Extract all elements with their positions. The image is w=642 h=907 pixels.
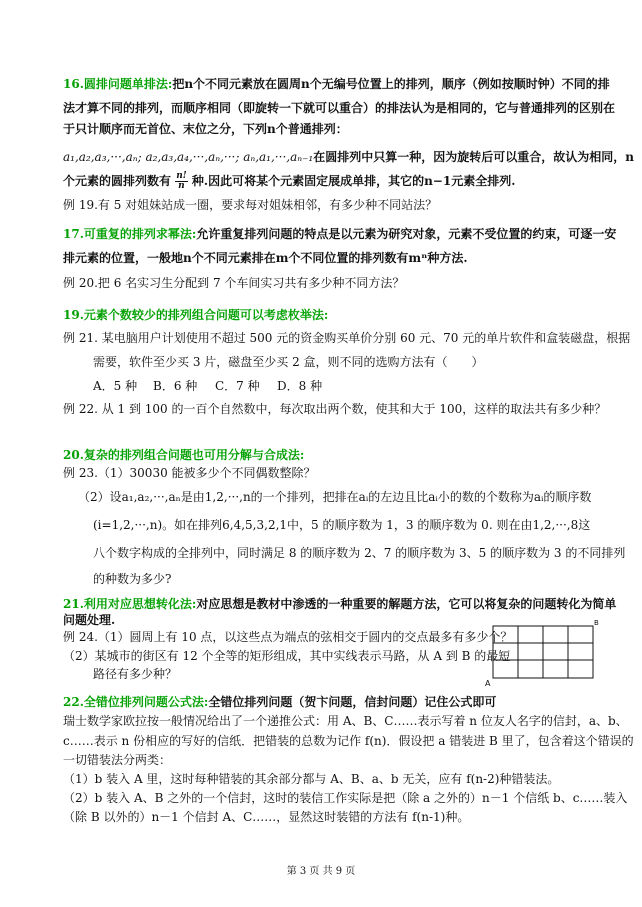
option-d: D．8 种 [277,379,323,393]
s21-heading: 21.利用对应思想转化法: [63,597,197,611]
s20-ex23-line4: 八个数字构成的全排列中，同时满足 8 的顺序数为 2、7 的顺序数为 3、5 的顺序数为 3 的不同排列 [93,546,626,560]
s17-example: 例 20.把 6 名实习生分配到 7 个车间实习共有多少种不同方法？ [63,276,405,290]
s21-line1-text: 对应思想是教材中渗透的一种重要的解题方法，它可以将复杂的问题转化为简单 [196,597,617,611]
page-footer: 第 3 页 共 9 页 [286,866,356,877]
grid-label-a: A [485,679,491,688]
s21-ex24-line3: 路径有多少种？ [93,667,178,681]
street-grid-lines [493,626,593,678]
s16-line4 [63,150,634,164]
option-b: B．6 种 [153,379,198,393]
s16-line5 [63,172,515,191]
s16-line3: 于只计顺序而无首位、末位之分，下列n个普通排列： [63,122,348,136]
s19-options [93,379,322,393]
s16-line2: 法才算不同的排列，而顺序相同（即旋转一下就可以重合）的排法认为是相同的，它与普通排列的区别在 [63,101,616,115]
s22-heading-tail: 全错位排列问题（贺卞问题，信封问题）记住公式即可 [208,695,497,709]
s16-fraction [175,172,188,191]
s20-ex23-line3: (i=1,2,···,n)。如在排列6,4,5,3,2,1中，5 的顺序数为 1，3 的顺序数为 0. 则在由1,2,···,8这 [93,518,591,532]
s22-p3: 一切错装法分两类： [63,753,172,767]
s16-line1 [63,77,610,91]
s19-ex21-line2: 需要，软件至少买 3 片，磁盘至少买 2 盒，则不同的选购方法有（ ） [93,355,484,369]
street-grid-figure [485,618,605,688]
option-c: C．7 种 [215,379,260,393]
s22-p6: （除 B 以外的）n－1 个信封 A、C……，显然这时装错的方法有 f(n-1)种。 [63,810,470,824]
s16-frac-den: n [178,181,185,191]
s20-ex23-line5: 的种数为多少? [93,572,172,586]
s16-line1-text: 把n个不同元素放在圆周n个无编号位置上的排列，顺序（例如按顺时钟）不同的排 [172,77,610,91]
s19-ex21-line1: 例 21. 某电脑用户计划使用不超过 500 元的资金购买单价分别 60 元、70 元的单片软件和盒装磁盘，根据 [63,331,631,345]
s19-heading: 19.元素个数较少的排列组合问题可以考虑枚举法: [63,308,329,322]
s22-p4: （1）b 装入 A 里，这时每种错装的其余部分都与 A、B、a、b 无关，应有 f(n-2)种错装法。 [63,772,560,786]
s22-heading: 22.全错位排列问题公式法: [63,695,209,709]
s22-p1: 瑞士数学家欧拉按一般情况给出了一个递推公式：用 A、B、C……表示写着 n 位友人名字的信封，a、b、 [63,714,628,728]
s16-formula: a₁,a₂,a₃,···,aₙ; a₂,a₃,a₄,···,aₙ,···; aₙ,a₁,···,aₙ₋₁ [63,150,314,164]
s16-heading: 16.圆排问题单排法: [63,77,173,91]
s16-line5a: 个元素的圆排列数有 [63,174,172,188]
s20-ex23-line2: （2）设a₁,a₂,···,aₙ是由1,2,···,n的一个排列，把排在aᵢ的左边且比aᵢ小的数的个数称为aᵢ的顺序数 [78,490,592,504]
s17-line1-text: 允许重复排列问题的特点是以元素为研究对象，元素不受位置的约束，可逐一安 [196,227,617,241]
s22-p2: c……表示 n 份相应的写好的信纸．把错装的总数为记作 f(n)．假设把 a 错装进 B 里了，包含着这个错误的 [63,734,634,748]
s20-heading: 20.复杂的排列组合问题也可用分解与合成法: [63,448,305,462]
s17-heading: 17.可重复的排列求幂法: [63,227,197,241]
grid-label-b: B [594,619,599,627]
s21-ex24-line1: 例 24.（1）圆周上有 10 点，以这些点为端点的弦相交于圆内的交点最多有多少个？ [63,630,513,644]
s17-line1 [63,227,616,241]
s16-frac-num: n! [176,171,187,181]
s22-heading-line [63,695,496,709]
s17-line2: 排元素的位置，一般地n个不同元素排在m个不同位置的排列数有mⁿ种方法. [63,251,468,265]
s21-ex24-line2: （2）某城市的街区有 12 个全等的矩形组成，其中实线表示马路，从 A 到 B 的最短 [63,649,511,663]
s16-formula-tail: 在圆排列中只算一种，因为旋转后可以重合，故认为相同，n [313,150,634,164]
s22-p5: （2）b 装入 A、B 之外的一个信封，这时的装信工作实际是把（除 a 之外的）n－1 个信纸 b、c……装入 [63,791,628,805]
s20-ex23-line1: 例 23.（1）30030 能被多少个不同偶数整除？ [63,466,316,480]
s16-line5b: 种.因此可将某个元素固定展成单排，其它的n−1元素全排列. [191,174,516,188]
option-a: A．5 种 [93,379,138,393]
s16-example: 例 19.有 5 对姐妹站成一圈，要求每对姐妹相邻，有多少种不同站法？ [63,198,438,212]
s21-line2: 问题处理. [63,613,116,627]
s21-line1 [63,597,616,611]
s19-ex22: 例 22. 从 1 到 100 的一百个自然数中，每次取出两个数，使其和大于 100，这样的取法共有多少种？ [63,402,607,416]
